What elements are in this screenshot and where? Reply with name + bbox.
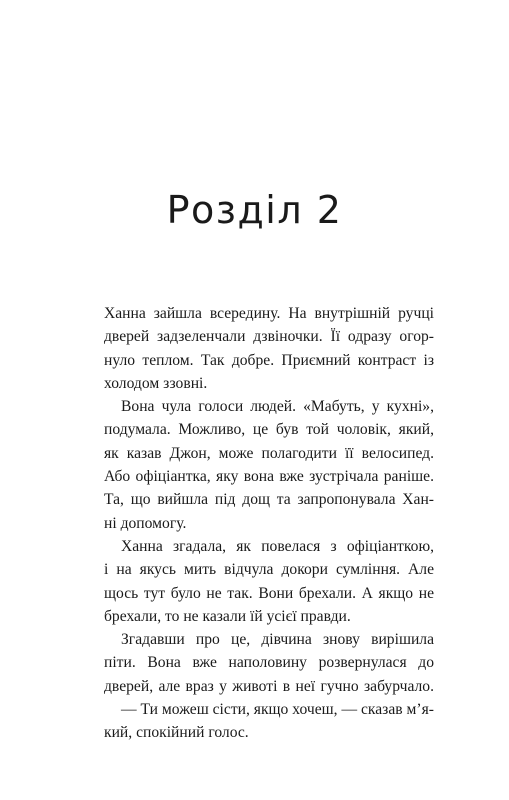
text-line: піти. Вона вже наполовину розвернулася до xyxy=(104,654,434,672)
text-line: дверей, але враз у животі в неї гучно забурчало. xyxy=(104,677,434,695)
text-line: подумала. Можливо, це був той чоловік, який, xyxy=(104,421,434,439)
text-line: як казав Джон, може полагодити її велосипед. xyxy=(104,444,434,462)
text-line: щось тут було не так. Вони брехали. А якщо не xyxy=(104,584,434,602)
text-line: Ханна згадала, як повелася з офіціанткою, xyxy=(121,537,434,555)
text-line: Та, що вийшла під дощ та запропонувала Хан- xyxy=(104,491,434,509)
chapter-body-text xyxy=(104,302,434,745)
text-line: ні допомогу. xyxy=(104,514,187,532)
text-line: Вона чула голоси людей. «Мабуть, у кухні», xyxy=(121,398,434,416)
text-line: Або офіціантка, яку вона вже зустрічала раніше. xyxy=(104,468,434,486)
text-line: і на якусь мить відчула докори сумління. Але xyxy=(104,561,434,579)
chapter-title: Розділ 2 xyxy=(166,188,343,232)
text-line: Ханна зайшла всередину. На внутрішній ручці xyxy=(104,305,434,322)
text-line: нуло теплом. Так добре. Приємний контраст із xyxy=(104,351,434,369)
text-line: кий, спокійний голос. xyxy=(104,724,249,742)
text-line: — Ти можеш сісти, якщо хочеш, — сказав м’я- xyxy=(121,701,434,719)
text-line: Згадавши про це, дівчина знову вирішила xyxy=(121,631,434,649)
text-line: дверей задзеленчали дзвіночки. Її одразу огор- xyxy=(104,328,434,346)
text-line: холодом ззовні. xyxy=(104,374,208,392)
text-line: брехали, то не казали їй усієї правди. xyxy=(104,607,351,625)
